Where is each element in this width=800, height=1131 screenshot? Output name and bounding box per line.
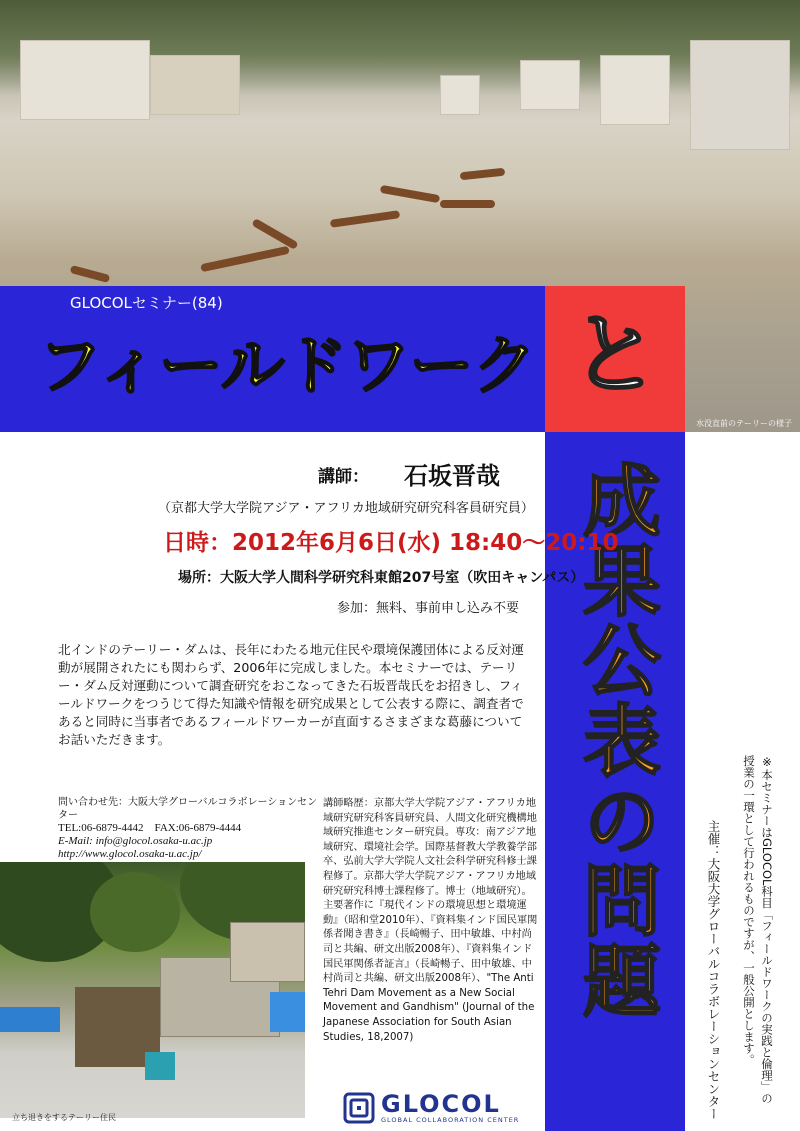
bottom-photo-caption: 立ち退きをするテーリー住民 bbox=[12, 1113, 116, 1122]
series-label: GLOCOLセミナー(84) bbox=[70, 294, 223, 312]
contact-email[interactable]: E-Mail: info@glocol.osaka-u.ac.jp bbox=[58, 835, 213, 847]
event-fee: 参加：無料、事前申し込み不要 bbox=[337, 601, 520, 616]
main-title-part2: 成果公表の問題 bbox=[570, 460, 660, 1020]
main-title-part1: フィールドワーク bbox=[38, 330, 536, 404]
lecturer-bio: 講師略歴：京都大学大学院アジア・アフリカ地域研究研究科客員研究員、人間文化研究機構地域研究推進センター研究員。専攻：南アジア地域研究、環境社会学。国際基督教大学教養学部卒、弘前大学大学院人文社会科学研究科修士課程修了。京都大学大学院アジア・アフリカ地域研究研究科博士課程修了。博士（地域研究）。主要著作に『現代インドの環境思想と環境運動』（昭和堂2010年）、『資料集インド国民軍関係者聞き書き』（長崎暢子、田中敏雄、中村尚司と共編、研文出版2008年）、『資料集インド国民軍関係者証言』（長崎暢子、田中敏雄、中村尚司と共編、研文出版2008年）、"The Anti Tehri Dam Movement as a New Social Movement and Gandhism" (Journal of the Japanese Association for South Asian Studies, 18,2007) bbox=[323, 798, 538, 1043]
organizer: 主催：大阪大学グローバルコラボレーションセンター bbox=[706, 820, 721, 1120]
glocol-logo bbox=[343, 1092, 543, 1124]
lecturer-label: 講師： bbox=[318, 467, 369, 487]
event-venue: 場所：大阪大学人間科学研究科東館207号室（吹田キャンパス） bbox=[178, 570, 585, 586]
bottom-photo bbox=[0, 862, 305, 1118]
course-note: ※本セミナーはGLOCOL科目「フィールドワークの実践と倫理」の授業の一環として行われるものですが、一般公開とします。 bbox=[742, 755, 774, 1104]
logo-subtitle: GLOBAL COLLABORATION CENTER bbox=[381, 1116, 520, 1124]
logo-name: GLOCOL bbox=[381, 1090, 501, 1118]
lecturer-affiliation: （京都大学大学院アジア・アフリカ地域研究研究科客員研究員） bbox=[158, 501, 534, 516]
lecturer-name: 石坂晋哉 bbox=[404, 462, 500, 490]
contact-url[interactable]: http://www.glocol.osaka-u.ac.jp/ bbox=[58, 848, 202, 860]
top-photo-caption: 水没直前のテーリーの様子 bbox=[696, 419, 792, 428]
seminar-description: 北インドのテーリー・ダムは、長年にわたる地元住民や環境保護団体による反対運動が展開されたにも関わらず、2006年に完成しました。本セミナーでは、テーリー・ダム反対運動について調査研究をおこなってきた石坂晋哉氏をお招きし、フィールドワークをつうじて得た知識や情報を研究成果として公表する際に、調査者であると同時に当事者であるフィールドワーカーが直面するさまざまな葛藤についてお話いただきます。 bbox=[58, 642, 524, 747]
main-title-connector: と bbox=[570, 303, 659, 406]
glocol-logo-icon bbox=[343, 1092, 375, 1124]
contact-heading: 問い合わせ先：大阪大学グローバルコラボレーションセンター bbox=[58, 797, 318, 821]
event-datetime: 日時：2012年6月6日(水) 18:40～20:10 bbox=[163, 530, 619, 556]
contact-tel-fax: TEL:06-6879-4442 FAX:06-6879-4444 bbox=[58, 822, 242, 834]
contact-block bbox=[58, 796, 318, 861]
